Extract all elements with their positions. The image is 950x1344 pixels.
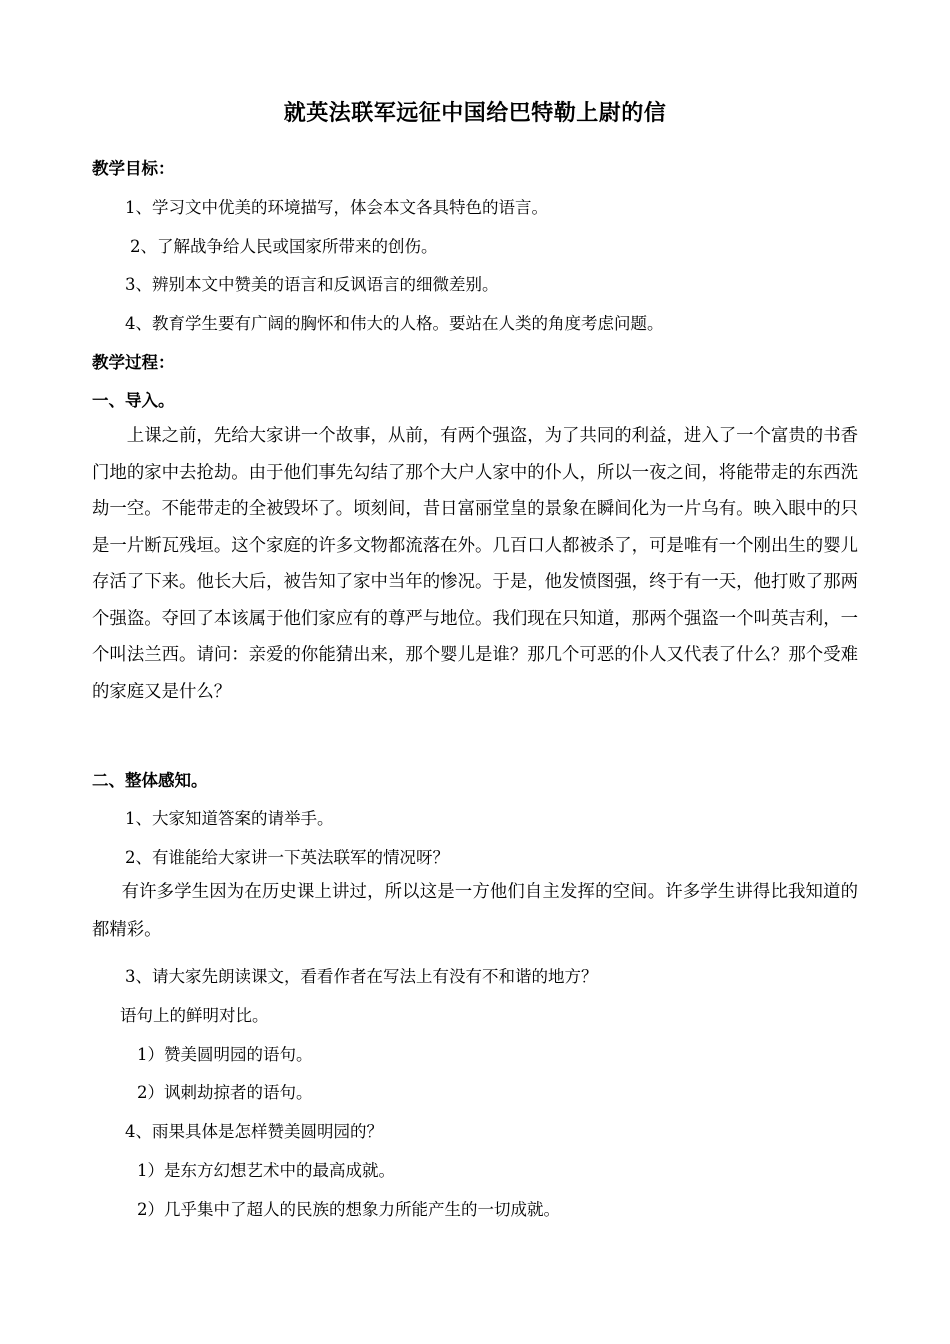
question-3-item-1: 1）赞美圆明园的语句。 <box>137 1045 313 1064</box>
goal-item-2: 2、了解战争给人民或国家所带来的创伤。 <box>130 237 438 256</box>
goal-item-1: 1、学习文中优美的环境描写，体会本文各具特色的语言。 <box>125 198 548 217</box>
question-3-answer: 语句上的鲜明对比。 <box>120 1006 269 1025</box>
process-heading: 教学过程： <box>92 353 175 372</box>
question-2-answer: 有许多学生因为在历史课上讲过，所以这是一方他们自主发挥的空间。许多学生讲得比我知道的都精彩。 <box>92 882 858 940</box>
goal-item-3: 3、辨别本文中赞美的语言和反讽语言的细微差别。 <box>125 275 499 294</box>
section2-heading: 二、整体感知。 <box>92 771 208 790</box>
question-3-item-2: 2）讽刺劫掠者的语句。 <box>137 1083 313 1102</box>
section1-heading: 一、导入。 <box>92 391 175 410</box>
question-4-item-2: 2）几乎集中了超人的民族的想象力所能产生的一切成就。 <box>137 1200 560 1219</box>
goal-item-4: 4、教育学生要有广阔的胸怀和伟大的人格。要站在人类的角度考虑问题。 <box>125 314 664 333</box>
document-title: 就英法联军远征中国给巴特勒上尉的信 <box>283 100 667 126</box>
section1-paragraph: 上课之前，先给大家讲一个故事，从前，有两个强盗，为了共同的利益，进入了一个富贵的书香门地的家中去抢劫。由于他们事先勾结了那个大户人家中的仆人，所以一夜之间，将能带走的东西洗劫一空。不能带走的全被毁坏了。顷刻间，昔日富丽堂皇的景象在瞬间化为一片乌有。映入眼中的只是一片断瓦残垣。这个家庭的许多文物都流落在外。几百口人都被杀了，可是唯有一个刚出生的婴儿存活了下来。他长大后，被告知了家中当年的惨况。于是，他发愤图强，终于有一天，他打败了那两个强盗。夺回了本该属于他们家应有的尊严与地位。我们现在只知道，那两个强盗一个叫英吉利，一个叫法兰西。请问：亲爱的你能猜出来，那个婴儿是谁？那几个可恶的仆人又代表了什么？那个受难的家庭又是什么？ <box>92 426 858 702</box>
question-4: 4、雨果具体是怎样赞美圆明园的？ <box>125 1122 383 1141</box>
goals-heading: 教学目标： <box>92 159 175 178</box>
question-1: 1、大家知道答案的请举手。 <box>125 809 334 828</box>
question-2: 2、有谁能给大家讲一下英法联军的情况呀？ <box>125 848 449 867</box>
question-3: 3、请大家先朗读课文，看看作者在写法上有没有不和谐的地方？ <box>125 967 598 986</box>
question-4-item-1: 1）是东方幻想艺术中的最高成就。 <box>137 1161 395 1180</box>
